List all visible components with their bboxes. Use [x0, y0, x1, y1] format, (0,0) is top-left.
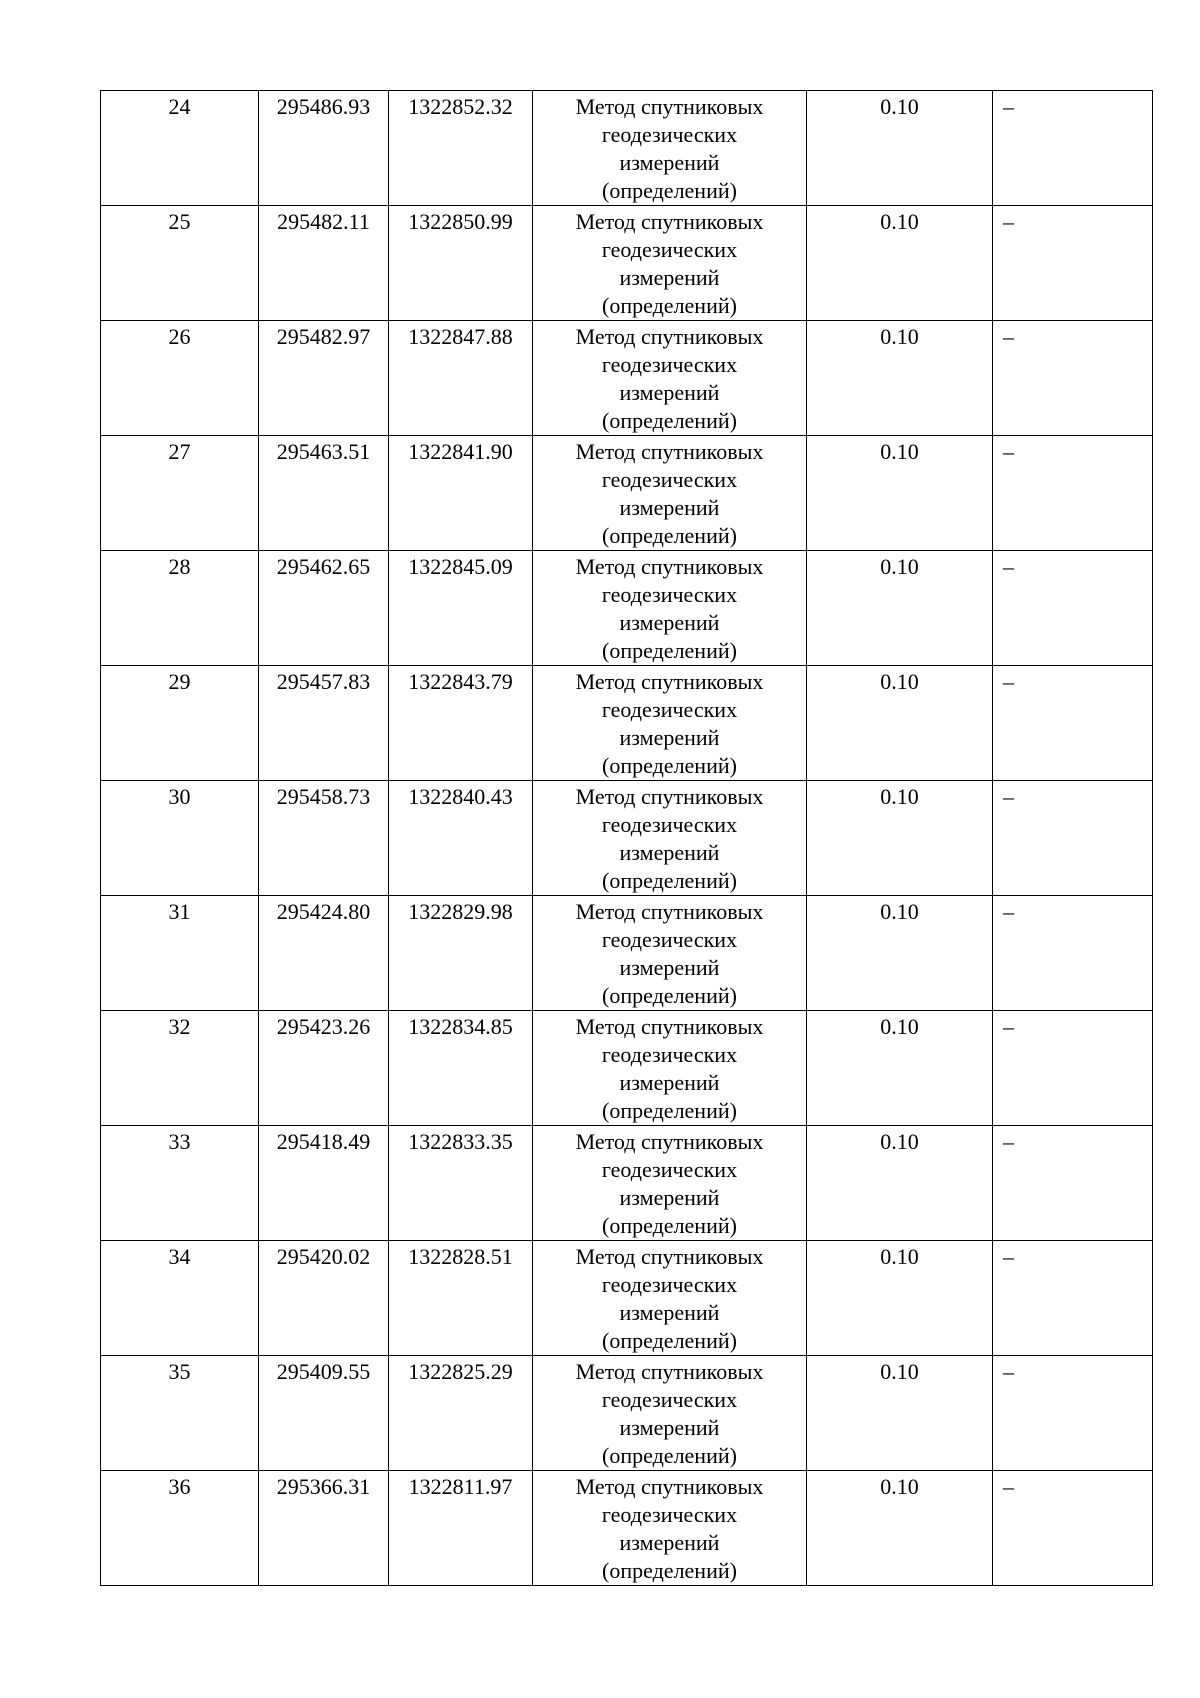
table-row	[101, 1126, 1153, 1241]
method-line: измерений	[619, 1300, 720, 1325]
method-cell	[533, 1011, 807, 1126]
method-line: Метод спутниковых	[575, 1244, 764, 1269]
extra-cell: –	[993, 781, 1153, 896]
y-coordinate-cell: 1322840.43	[389, 781, 533, 896]
extra-cell: –	[993, 551, 1153, 666]
point-number-cell: 28	[101, 551, 259, 666]
accuracy-cell: 0.10	[807, 1356, 993, 1471]
accuracy-cell: 0.10	[807, 91, 993, 206]
method-line: (определений)	[602, 983, 737, 1008]
method-line: геодезических	[601, 237, 738, 262]
method-line: (определений)	[602, 753, 737, 778]
method-cell	[533, 1471, 807, 1586]
accuracy-cell: 0.10	[807, 1011, 993, 1126]
table-row	[101, 1356, 1153, 1471]
method-line: геодезических	[601, 467, 738, 492]
point-number-cell: 32	[101, 1011, 259, 1126]
method-line: измерений	[619, 610, 720, 635]
method-line: измерений	[619, 840, 720, 865]
method-line: измерений	[619, 1415, 720, 1440]
method-line: измерений	[619, 1530, 720, 1555]
point-number-cell: 24	[101, 91, 259, 206]
y-coordinate-cell: 1322843.79	[389, 666, 533, 781]
coordinates-table-body	[101, 91, 1153, 1586]
point-number-cell: 26	[101, 321, 259, 436]
accuracy-cell: 0.10	[807, 436, 993, 551]
method-cell	[533, 781, 807, 896]
method-cell	[533, 206, 807, 321]
x-coordinate-cell: 295366.31	[259, 1471, 389, 1586]
method-line: геодезических	[601, 1502, 738, 1527]
method-cell	[533, 896, 807, 1011]
method-line: (определений)	[602, 868, 737, 893]
y-coordinate-cell: 1322847.88	[389, 321, 533, 436]
method-cell	[533, 1126, 807, 1241]
accuracy-cell: 0.10	[807, 206, 993, 321]
method-cell	[533, 1356, 807, 1471]
method-cell	[533, 91, 807, 206]
method-line: геодезических	[601, 927, 738, 952]
extra-cell: –	[993, 1471, 1153, 1586]
method-cell	[533, 321, 807, 436]
table-row	[101, 206, 1153, 321]
x-coordinate-cell: 295482.11	[259, 206, 389, 321]
x-coordinate-cell: 295458.73	[259, 781, 389, 896]
method-line: геодезических	[601, 1387, 738, 1412]
table-row	[101, 1241, 1153, 1356]
x-coordinate-cell: 295463.51	[259, 436, 389, 551]
method-line: геодезических	[601, 1272, 738, 1297]
method-line: Метод спутниковых	[575, 1359, 764, 1384]
method-line: (определений)	[602, 523, 737, 548]
method-line: Метод спутниковых	[575, 1014, 764, 1039]
point-number-cell: 35	[101, 1356, 259, 1471]
y-coordinate-cell: 1322834.85	[389, 1011, 533, 1126]
method-line: геодезических	[601, 122, 738, 147]
point-number-cell: 29	[101, 666, 259, 781]
x-coordinate-cell: 295486.93	[259, 91, 389, 206]
method-line: Метод спутниковых	[575, 784, 764, 809]
accuracy-cell: 0.10	[807, 1241, 993, 1356]
table-row	[101, 551, 1153, 666]
point-number-cell: 30	[101, 781, 259, 896]
method-line: геодезических	[601, 812, 738, 837]
accuracy-cell: 0.10	[807, 321, 993, 436]
method-line: (определений)	[602, 293, 737, 318]
method-line: геодезических	[601, 1157, 738, 1182]
x-coordinate-cell: 295462.65	[259, 551, 389, 666]
x-coordinate-cell: 295423.26	[259, 1011, 389, 1126]
table-row	[101, 436, 1153, 551]
method-line: Метод спутниковых	[575, 1129, 764, 1154]
y-coordinate-cell: 1322845.09	[389, 551, 533, 666]
point-number-cell: 31	[101, 896, 259, 1011]
method-line: Метод спутниковых	[575, 94, 764, 119]
method-line: измерений	[619, 150, 720, 175]
extra-cell: –	[993, 1126, 1153, 1241]
method-line: (определений)	[602, 1098, 737, 1123]
method-line: Метод спутниковых	[575, 1474, 764, 1499]
extra-cell: –	[993, 1011, 1153, 1126]
accuracy-cell: 0.10	[807, 781, 993, 896]
method-line: Метод спутниковых	[575, 669, 764, 694]
x-coordinate-cell: 295420.02	[259, 1241, 389, 1356]
method-line: Метод спутниковых	[575, 554, 764, 579]
x-coordinate-cell: 295424.80	[259, 896, 389, 1011]
point-number-cell: 34	[101, 1241, 259, 1356]
y-coordinate-cell: 1322833.35	[389, 1126, 533, 1241]
method-line: Метод спутниковых	[575, 899, 764, 924]
extra-cell: –	[993, 666, 1153, 781]
method-line: Метод спутниковых	[575, 209, 764, 234]
y-coordinate-cell: 1322825.29	[389, 1356, 533, 1471]
y-coordinate-cell: 1322852.32	[389, 91, 533, 206]
table-row	[101, 1011, 1153, 1126]
extra-cell: –	[993, 436, 1153, 551]
point-number-cell: 25	[101, 206, 259, 321]
table-row	[101, 91, 1153, 206]
method-line: измерений	[619, 380, 720, 405]
extra-cell: –	[993, 91, 1153, 206]
method-line: геодезических	[601, 582, 738, 607]
table-row	[101, 896, 1153, 1011]
table-row	[101, 781, 1153, 896]
method-cell	[533, 1241, 807, 1356]
method-line: (определений)	[602, 408, 737, 433]
extra-cell: –	[993, 321, 1153, 436]
accuracy-cell: 0.10	[807, 896, 993, 1011]
method-line: измерений	[619, 1070, 720, 1095]
method-cell	[533, 551, 807, 666]
method-line: геодезических	[601, 1042, 738, 1067]
accuracy-cell: 0.10	[807, 1126, 993, 1241]
y-coordinate-cell: 1322850.99	[389, 206, 533, 321]
method-line: (определений)	[602, 178, 737, 203]
method-line: измерений	[619, 1185, 720, 1210]
point-number-cell: 36	[101, 1471, 259, 1586]
method-cell	[533, 666, 807, 781]
coordinates-table	[100, 90, 1153, 1586]
x-coordinate-cell: 295418.49	[259, 1126, 389, 1241]
extra-cell: –	[993, 1356, 1153, 1471]
method-line: Метод спутниковых	[575, 439, 764, 464]
accuracy-cell: 0.10	[807, 551, 993, 666]
point-number-cell: 33	[101, 1126, 259, 1241]
accuracy-cell: 0.10	[807, 1471, 993, 1586]
accuracy-cell: 0.10	[807, 666, 993, 781]
extra-cell: –	[993, 896, 1153, 1011]
point-number-cell: 27	[101, 436, 259, 551]
x-coordinate-cell: 295457.83	[259, 666, 389, 781]
method-line: (определений)	[602, 1213, 737, 1238]
table-row	[101, 321, 1153, 436]
method-line: измерений	[619, 955, 720, 980]
method-line: Метод спутниковых	[575, 324, 764, 349]
method-line: измерений	[619, 265, 720, 290]
method-line: измерений	[619, 495, 720, 520]
method-line: (определений)	[602, 1558, 737, 1583]
table-row	[101, 1471, 1153, 1586]
x-coordinate-cell: 295409.55	[259, 1356, 389, 1471]
method-line: геодезических	[601, 697, 738, 722]
y-coordinate-cell: 1322829.98	[389, 896, 533, 1011]
method-line: (определений)	[602, 1443, 737, 1468]
y-coordinate-cell: 1322841.90	[389, 436, 533, 551]
method-line: измерений	[619, 725, 720, 750]
y-coordinate-cell: 1322811.97	[389, 1471, 533, 1586]
method-line: (определений)	[602, 1328, 737, 1353]
extra-cell: –	[993, 1241, 1153, 1356]
y-coordinate-cell: 1322828.51	[389, 1241, 533, 1356]
method-line: (определений)	[602, 638, 737, 663]
method-cell	[533, 436, 807, 551]
x-coordinate-cell: 295482.97	[259, 321, 389, 436]
extra-cell: –	[993, 206, 1153, 321]
table-row	[101, 666, 1153, 781]
method-line: геодезических	[601, 352, 738, 377]
